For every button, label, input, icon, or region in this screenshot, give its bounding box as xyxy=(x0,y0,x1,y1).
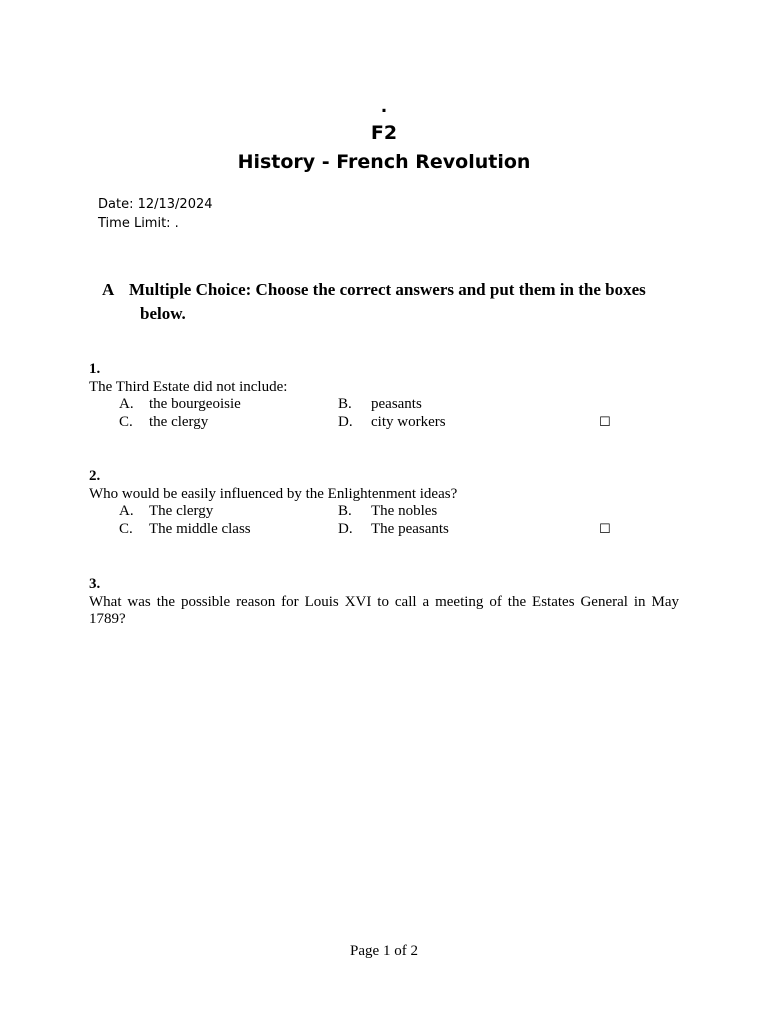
option-text: The nobles xyxy=(371,503,438,519)
answer-box[interactable]: ☐ xyxy=(599,521,611,537)
question-text: The Third Estate did not include: xyxy=(89,378,288,395)
option-letter: A. xyxy=(119,503,134,519)
question-text: Who would be easily influenced by the Enlightenment ideas? xyxy=(89,485,458,502)
option-letter: B. xyxy=(338,396,352,412)
option-letter: D. xyxy=(338,520,353,537)
section-heading xyxy=(102,278,682,326)
option-text: peasants xyxy=(371,396,422,412)
options-row xyxy=(89,414,679,432)
options-row xyxy=(89,396,679,414)
section-heading-line1: Multiple Choice: Choose the correct answers and put them in the boxes xyxy=(129,280,646,299)
section-heading-line2: below. xyxy=(140,304,186,323)
option-letter: C. xyxy=(119,520,133,537)
option-text: the clergy xyxy=(149,413,209,430)
option-letter: A. xyxy=(119,396,134,412)
page-number: Page 1 of 2 xyxy=(350,943,418,959)
option-letter: C. xyxy=(119,413,133,430)
options-row xyxy=(89,521,679,539)
page-title: History - French Revolution xyxy=(237,151,531,173)
option-text: The peasants xyxy=(371,520,449,537)
option-text: the bourgeoisie xyxy=(149,396,241,412)
answer-box[interactable]: ☐ xyxy=(599,414,611,430)
question-text: What was the possible reason for Louis XVI to call a meeting of the Estates General in May 1789? xyxy=(89,593,679,627)
exam-date: Date: 12/13/2024 xyxy=(98,197,213,212)
section-letter: A xyxy=(102,280,115,299)
option-letter: B. xyxy=(338,503,352,519)
grade-label: F2 xyxy=(370,122,398,144)
question-1 xyxy=(89,361,679,431)
option-letter: D. xyxy=(338,413,353,430)
options-row xyxy=(89,503,679,521)
question-number: 2. xyxy=(89,468,101,484)
time-limit: Time Limit: . xyxy=(98,216,179,231)
question-3 xyxy=(89,576,679,629)
question-number: 1. xyxy=(89,361,101,377)
option-text: The middle class xyxy=(149,520,251,537)
option-text: The clergy xyxy=(149,503,214,519)
header-dot: . xyxy=(380,97,388,117)
option-text: city workers xyxy=(371,413,446,430)
question-2 xyxy=(89,468,679,538)
question-number: 3. xyxy=(89,576,101,592)
